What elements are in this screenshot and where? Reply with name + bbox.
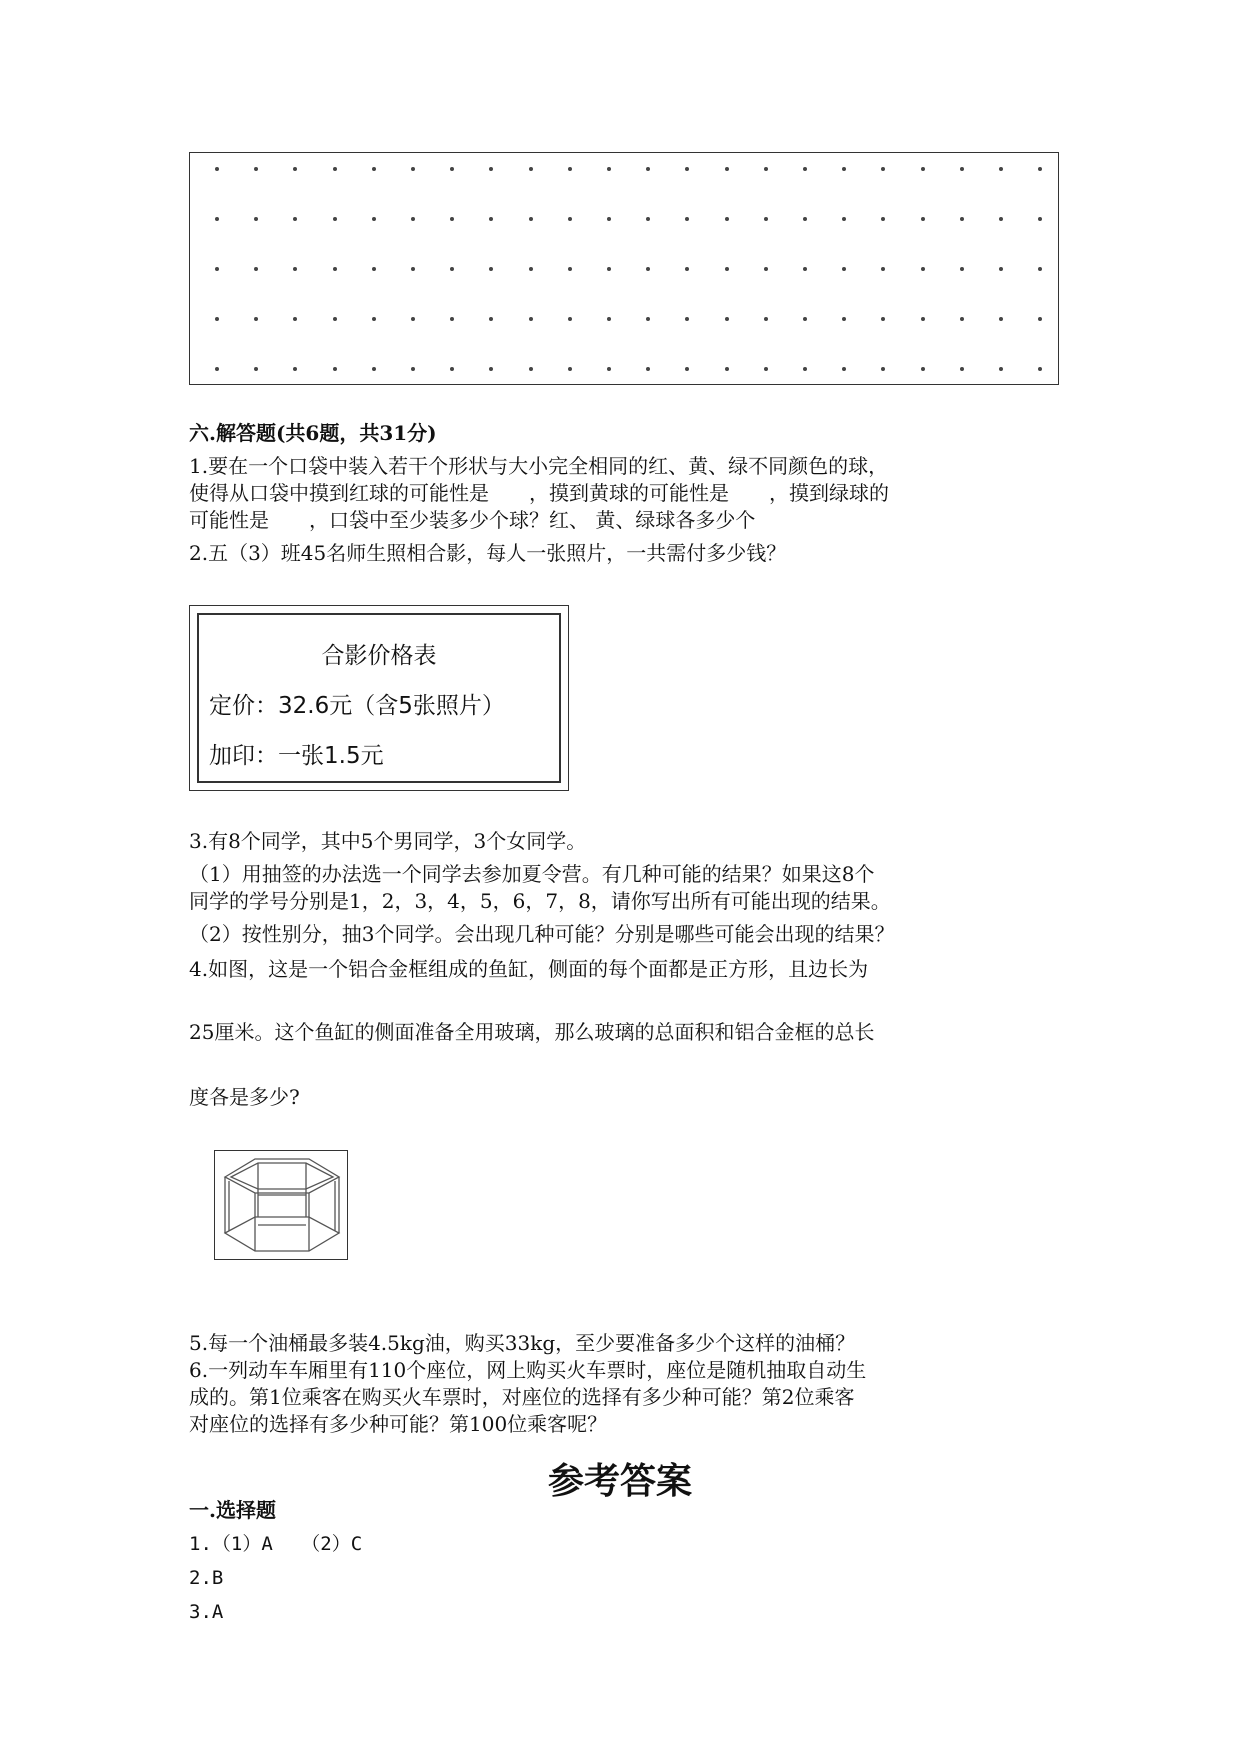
answers-section-heading: 一.选择题 [189, 1498, 276, 1522]
grid-dot [999, 367, 1003, 371]
grid-dot [529, 267, 533, 271]
grid-dot [764, 267, 768, 271]
grid-dot [489, 217, 493, 221]
grid-dot [725, 367, 729, 371]
grid-dot [1038, 217, 1042, 221]
grid-dot [568, 317, 572, 321]
q6-line-1: 6.一列动车车厢里有110个座位，网上购买火车票时，座位是随机抽取自动生 [189, 1358, 867, 1382]
grid-dot [293, 267, 297, 271]
grid-dot [842, 367, 846, 371]
grid-dot [568, 267, 572, 271]
grid-dot [960, 217, 964, 221]
price-table [189, 605, 569, 791]
grid-dot [489, 317, 493, 321]
grid-dot [685, 217, 689, 221]
grid-dot [450, 367, 454, 371]
grid-dot [842, 167, 846, 171]
grid-dot [881, 267, 885, 271]
grid-dot [529, 367, 533, 371]
grid-dot [489, 167, 493, 171]
grid-dot [803, 217, 807, 221]
grid-dot [881, 217, 885, 221]
grid-dot [999, 267, 1003, 271]
price-table-inner-frame [197, 613, 561, 783]
grid-dot [333, 317, 337, 321]
grid-dot [607, 267, 611, 271]
grid-dot [293, 367, 297, 371]
grid-dot [960, 267, 964, 271]
grid-dot [568, 367, 572, 371]
q4-line-1: 4.如图，这是一个铝合金框组成的鱼缸，侧面的每个面都是正方形，且边长为 [189, 957, 869, 981]
grid-dot [725, 317, 729, 321]
grid-dot [842, 267, 846, 271]
grid-dot [646, 167, 650, 171]
q3-line-3: 同学的学号分别是1，2，3，4，5，6，7，8，请你写出所有可能出现的结果。 [189, 889, 891, 913]
grid-dot [450, 167, 454, 171]
grid-dot [254, 217, 258, 221]
grid-dot [764, 367, 768, 371]
grid-dot [764, 317, 768, 321]
grid-dot [881, 167, 885, 171]
grid-dot [803, 367, 807, 371]
grid-dot [999, 217, 1003, 221]
grid-dot [411, 367, 415, 371]
grid-dot [333, 167, 337, 171]
grid-dot [450, 317, 454, 321]
answer-line-1: 1.（1）A （2）C [189, 1533, 363, 1555]
grid-dot [293, 317, 297, 321]
answers-title: 参考答案 [547, 1461, 692, 1502]
dot-grid-drawing-area [189, 152, 1059, 385]
grid-dot [333, 267, 337, 271]
grid-dot [842, 317, 846, 321]
grid-dot [411, 167, 415, 171]
fish-tank-figure [214, 1150, 348, 1260]
grid-dot [254, 367, 258, 371]
grid-dot [999, 317, 1003, 321]
grid-dot [254, 167, 258, 171]
grid-dot [842, 217, 846, 221]
grid-dot [529, 217, 533, 221]
grid-dot [489, 367, 493, 371]
grid-dot [999, 167, 1003, 171]
grid-dot [646, 217, 650, 221]
q3-line-4: （2）按性别分，抽3个同学。会出现几种可能？分别是哪些可能会出现的结果？ [189, 922, 895, 946]
grid-dot [411, 267, 415, 271]
grid-dot [960, 167, 964, 171]
grid-dot [372, 167, 376, 171]
grid-dot [685, 267, 689, 271]
grid-dot [685, 317, 689, 321]
q4-line-2: 25厘米。这个鱼缸的侧面准备全用玻璃，那么玻璃的总面积和铝合金框的总长 [189, 1020, 875, 1044]
grid-dot [372, 317, 376, 321]
grid-dot [881, 317, 885, 321]
q4-line-3: 度各是多少? [189, 1085, 300, 1109]
grid-dot [803, 267, 807, 271]
answer-line-2: 2.B [189, 1567, 224, 1589]
q3-line-2: （1）用抽签的办法选一个同学去参加夏令营。有几种可能的结果？如果这8个 [189, 862, 875, 886]
grid-dot [450, 217, 454, 221]
grid-dot [568, 217, 572, 221]
q2-text: 2.五（3）班45名师生照相合影，每人一张照片，一共需付多少钱？ [189, 541, 787, 565]
price-table-line-2: 加印：一张1.5元 [209, 743, 384, 769]
grid-dot [293, 167, 297, 171]
price-table-line-1: 定价：32.6元（含5张照片） [209, 693, 505, 719]
grid-dot [529, 167, 533, 171]
price-table-title: 合影价格表 [321, 643, 437, 669]
grid-dot [411, 217, 415, 221]
hexagonal-prism-diagram [215, 1151, 346, 1258]
grid-dot [960, 317, 964, 321]
grid-dot [607, 167, 611, 171]
section-heading: 六.解答题(共6题，共31分) [189, 421, 437, 445]
q1-line-3: 可能性是 ，口袋中至少装多少个球？红、 黄、绿球各多少个 [189, 508, 756, 532]
grid-dot [607, 367, 611, 371]
grid-dot [725, 167, 729, 171]
grid-dot [529, 317, 533, 321]
grid-dot [254, 267, 258, 271]
grid-dot [764, 167, 768, 171]
grid-dot [803, 317, 807, 321]
grid-dot [921, 317, 925, 321]
q1-line-1: 1.要在一个口袋中装入若干个形状与大小完全相同的红、黄、绿不同颜色的球， [189, 454, 889, 478]
grid-dot [607, 317, 611, 321]
grid-dot [764, 217, 768, 221]
q6-line-2: 成的。第1位乘客在购买火车票时，对座位的选择有多少种可能？第2位乘客 [189, 1385, 855, 1409]
grid-dot [881, 367, 885, 371]
grid-dot [960, 367, 964, 371]
grid-dot [372, 367, 376, 371]
grid-dot [489, 267, 493, 271]
grid-dot [215, 217, 219, 221]
grid-dot [254, 317, 258, 321]
grid-dot [333, 367, 337, 371]
grid-dot [215, 167, 219, 171]
grid-dot [646, 267, 650, 271]
grid-dot [921, 167, 925, 171]
grid-dot [1038, 167, 1042, 171]
grid-dot [803, 167, 807, 171]
grid-dot [685, 167, 689, 171]
grid-dot [450, 267, 454, 271]
grid-dot [725, 267, 729, 271]
grid-dot [921, 267, 925, 271]
grid-dot [685, 367, 689, 371]
grid-dot [568, 167, 572, 171]
grid-dot [215, 267, 219, 271]
grid-dot [1038, 367, 1042, 371]
grid-dot [411, 317, 415, 321]
q5-text: 5.每一个油桶最多装4.5kg油，购买33kg，至少要准备多少个这样的油桶？ [189, 1331, 856, 1355]
grid-dot [215, 367, 219, 371]
grid-dot [607, 217, 611, 221]
grid-dot [921, 217, 925, 221]
grid-dot [333, 217, 337, 221]
grid-dot [646, 367, 650, 371]
grid-dot [215, 317, 219, 321]
grid-dot [372, 267, 376, 271]
grid-dot [646, 317, 650, 321]
answer-line-3: 3.A [189, 1601, 224, 1623]
grid-dot [1038, 267, 1042, 271]
q6-line-3: 对座位的选择有多少种可能？第100位乘客呢？ [189, 1412, 608, 1436]
grid-dot [725, 217, 729, 221]
grid-dot [293, 217, 297, 221]
grid-dot [372, 217, 376, 221]
q1-line-2: 使得从口袋中摸到红球的可能性是 ，摸到黄球的可能性是 ，摸到绿球的 [189, 481, 889, 505]
grid-dot [1038, 317, 1042, 321]
q3-line-1: 3.有8个同学，其中5个男同学，3个女同学。 [189, 829, 587, 853]
grid-dot [921, 367, 925, 371]
